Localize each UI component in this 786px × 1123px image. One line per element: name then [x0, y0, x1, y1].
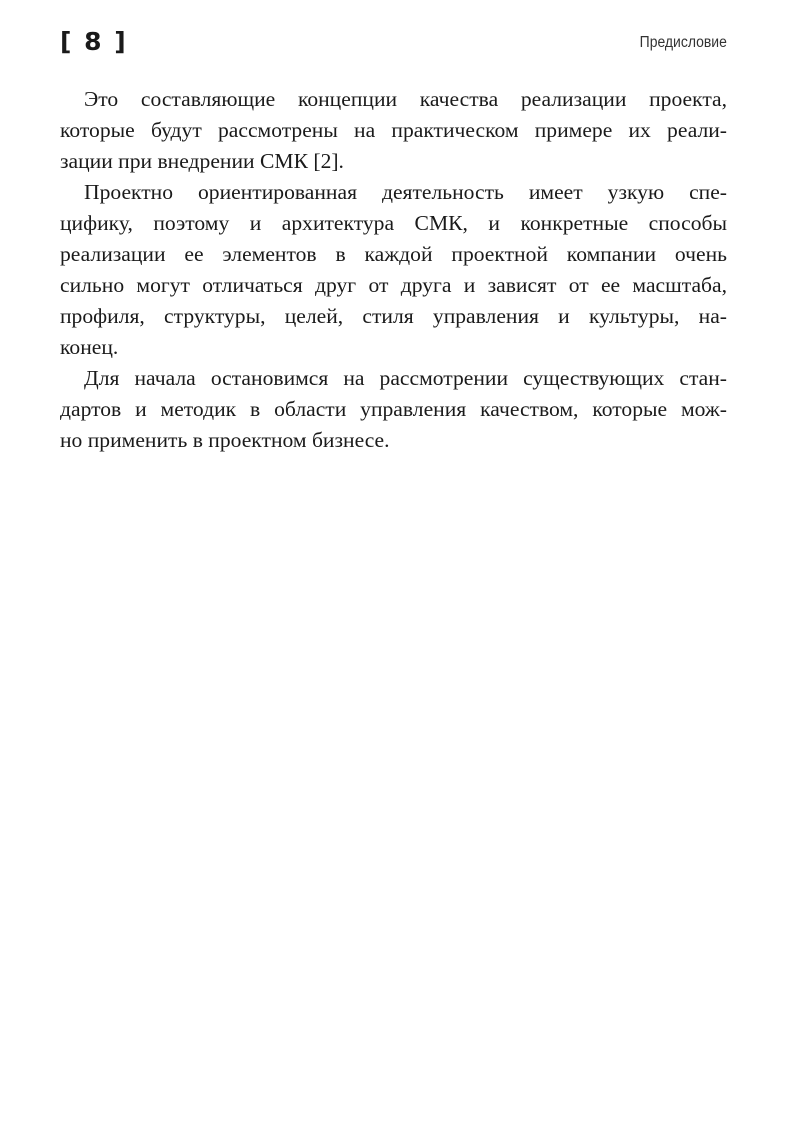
page-number: [ 8 ]: [60, 27, 128, 56]
text-line: Для начала остановимся на рассмотрении существующих стан-: [84, 366, 727, 390]
paragraph-3: [60, 363, 727, 456]
text-line: сильно могут отличаться друг от друга и зависят от ее масштаба,: [60, 273, 728, 297]
running-head: Предисловие: [639, 34, 727, 51]
body-text: [60, 84, 727, 456]
paragraph-2: [60, 177, 727, 363]
text-line: но применить в проектном бизнесе.: [60, 428, 390, 452]
text-line: цифику, поэтому и архитектура СМК, и конкретные способы: [60, 211, 727, 235]
text-line: конец.: [60, 335, 119, 359]
text-line: зации при внедрении СМК [2].: [60, 149, 344, 173]
text-line: реализации ее элементов в каждой проектной компании очень: [60, 242, 727, 266]
text-line: которые будут рассмотрены на практическом примере их реали-: [60, 118, 727, 142]
text-line: профиля, структуры, целей, стиля управления и культуры, на-: [60, 304, 727, 328]
text-line: Проектно ориентированная деятельность имеет узкую спе-: [84, 180, 727, 204]
text-line: дартов и методик в области управления качеством, которые мож-: [60, 397, 727, 421]
text-line: Это составляющие концепции качества реализации проекта,: [84, 87, 727, 111]
paragraph-1: [60, 84, 727, 177]
